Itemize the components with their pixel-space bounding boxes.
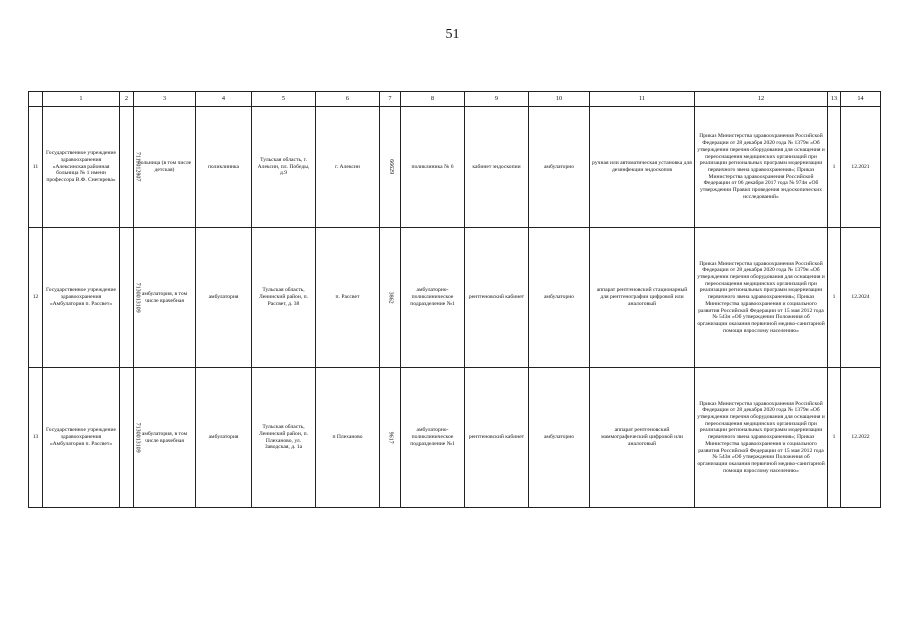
inn-cell bbox=[120, 228, 141, 368]
population-value: 9617 bbox=[387, 431, 394, 444]
inn-cell bbox=[120, 368, 141, 508]
header-cell: 10 bbox=[529, 92, 590, 107]
table-row bbox=[29, 107, 881, 228]
header-cell: 7 bbox=[380, 92, 401, 107]
table-header-row bbox=[29, 92, 881, 107]
legal-basis: Приказ Министерства здравоохранения Российской Федерации от 28 декабря 2020 года № 1379н «Об утверждении перечня оборудования для оснащения и переоснащения медицинских организаций при реализации региональных программ модернизации первичного звена здравоохранения»; Приказ Министерства здравоохранения и социального развития Российской Федерации от 15 мая 2012 года № 543н «Об утверждении Положения об организации оказания первичной медико-санитарной помощи взрослому населению» bbox=[695, 368, 828, 508]
header-cell: 3 bbox=[134, 92, 196, 107]
population-cell bbox=[380, 107, 401, 228]
quantity: 1 bbox=[828, 368, 841, 508]
organization-type: больница (в том числе детская) bbox=[134, 107, 196, 228]
care-conditions: амбулаторно bbox=[529, 107, 590, 228]
cabinet: рентгеновский кабинет bbox=[465, 228, 529, 368]
care-conditions: амбулаторно bbox=[529, 368, 590, 508]
address: Тульская область, Ленинский район, п. Рассвет, д. 38 bbox=[252, 228, 316, 368]
population-cell bbox=[380, 368, 401, 508]
deadline: 12.2024 bbox=[841, 228, 881, 368]
quantity: 1 bbox=[828, 107, 841, 228]
locality: п. Рассвет bbox=[316, 228, 380, 368]
inn-cell bbox=[120, 107, 141, 228]
subdivision: амбулаторно-поликлиническое подразделение №1 bbox=[401, 368, 465, 508]
equipment-name: аппарат рентгеновский маммографический цифровой или аналоговый bbox=[590, 368, 695, 508]
equipment-registry-table bbox=[28, 91, 881, 508]
unit-type: амбулатория bbox=[196, 228, 252, 368]
header-cell bbox=[29, 92, 43, 107]
page-number: 51 bbox=[445, 27, 460, 42]
row-number: 11 bbox=[29, 107, 43, 228]
header-cell: 1 bbox=[43, 92, 120, 107]
unit-type: амбулатория bbox=[196, 368, 252, 508]
row-number: 12 bbox=[29, 228, 43, 368]
equipment-name: аппарат рентгеновский стационарный для рентгенографии цифровой или аналоговый bbox=[590, 228, 695, 368]
locality: п Плеханово bbox=[316, 368, 380, 508]
unit-type: поликлиника bbox=[196, 107, 252, 228]
header-cell: 14 bbox=[841, 92, 881, 107]
row-number: 13 bbox=[29, 368, 43, 508]
header-cell: 12 bbox=[695, 92, 828, 107]
inn-value: 7130013109 bbox=[134, 422, 141, 453]
header-cell: 4 bbox=[196, 92, 252, 107]
locality: г. Алексин bbox=[316, 107, 380, 228]
population-value: 66629 bbox=[387, 159, 394, 175]
equipment-name: ручная или автоматическая установка для дезинфекции эндоскопов bbox=[590, 107, 695, 228]
organization-name: Государственное учреждение здравоохранения «Амбулатория п. Рассвет» bbox=[43, 228, 120, 368]
header-cell: 11 bbox=[590, 92, 695, 107]
cabinet: кабинет эндоскопии bbox=[465, 107, 529, 228]
table-row bbox=[29, 368, 881, 508]
header-cell: 9 bbox=[465, 92, 529, 107]
organization-name: Государственное учреждение здравоохранения «Алексинская районная больница № 1 имени профессора В.Ф. Снегирева» bbox=[43, 107, 120, 228]
inn-value: 7111012807 bbox=[134, 152, 141, 182]
address: Тульская область, Ленинский район, п. Плеханово, ул. Заводская, д. 1а bbox=[252, 368, 316, 508]
care-conditions: амбулаторно bbox=[529, 228, 590, 368]
table-row bbox=[29, 228, 881, 368]
organization-name: Государственное учреждение здравоохранения «Амбулатория п. Рассвет» bbox=[43, 368, 120, 508]
header-cell: 2 bbox=[120, 92, 134, 107]
inn-value: 7130013109 bbox=[134, 282, 141, 313]
address: Тульская область, г. Алексин, пл. Победы, д.9 bbox=[252, 107, 316, 228]
cabinet: рентгеновский кабинет bbox=[465, 368, 529, 508]
header-cell: 5 bbox=[252, 92, 316, 107]
deadline: 12.2022 bbox=[841, 368, 881, 508]
legal-basis: Приказ Министерства здравоохранения Российской Федерации от 28 декабря 2020 года № 1379н «Об утверждении перечня оборудования для оснащения и переоснащения медицинских организаций при реализации региональных программ модернизации первичного звена здравоохранения»; Приказ Министерства здравоохранения и социального развития Российской Федерации от 15 мая 2012 года № 543н «Об утверждении Положения об организации оказания первичной медико-санитарной помощи взрослому населению» bbox=[695, 228, 828, 368]
organization-type: амбулатория, в том числе врачебная bbox=[134, 368, 196, 508]
header-cell: 13 bbox=[828, 92, 841, 107]
legal-basis: Приказ Министерства здравоохранения Российской Федерации от 28 декабря 2020 года № 1379н «Об утверждении перечня оборудования для оснащения и переоснащения медицинских организаций при реализации региональных программ модернизации первичного звена здравоохранения»; Приказ Министерства здравоохранения Российской Федерации от 06 декабря 2017 года № 974н «Об утверждении Правил проведения эндоскопических исследований» bbox=[695, 107, 828, 228]
organization-type: амбулатория, в том числе врачебная bbox=[134, 228, 196, 368]
header-cell: 8 bbox=[401, 92, 465, 107]
subdivision: амбулаторно-поликлиническое подразделение №1 bbox=[401, 228, 465, 368]
population-value: 3862 bbox=[387, 291, 394, 304]
quantity: 1 bbox=[828, 228, 841, 368]
subdivision: поликлиника № 6 bbox=[401, 107, 465, 228]
header-cell: 6 bbox=[316, 92, 380, 107]
deadline: 12.2021 bbox=[841, 107, 881, 228]
population-cell bbox=[380, 228, 401, 368]
